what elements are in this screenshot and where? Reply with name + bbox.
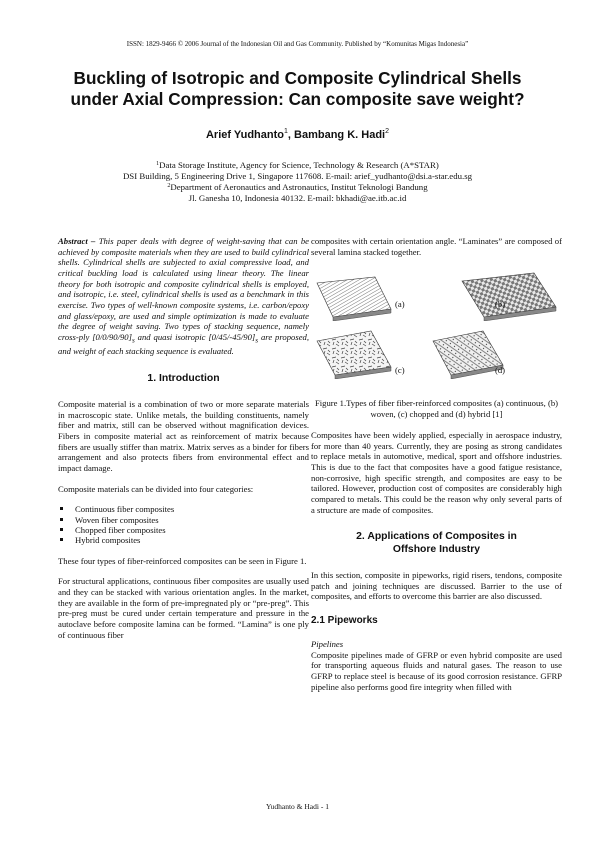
intro-paragraph-4-continued: composites with certain orientation angle. “Laminates” are composed of several lamina stacked together. (311, 236, 562, 257)
affiliation-1-name: Data Storage Institute, Agency for Science, Technology & Research (A*STAR) (159, 160, 439, 170)
abstract-label: Abstract – (58, 236, 96, 246)
composite-categories-list (58, 504, 309, 546)
author-1-affiliation-mark: 1 (284, 128, 288, 135)
author-list (0, 128, 595, 141)
affiliation-2-line-2: Jl. Ganesha 10, Indonesia 40132. E-mail: bkhadi@ae.itb.ac.id (188, 192, 407, 203)
bullet-icon (60, 538, 63, 541)
affiliation-2-mark: 2 (167, 183, 171, 190)
affiliation-2-name: Department of Aeronautics and Astronautics, Institut Teknologi Bandung (170, 182, 428, 193)
section-2-heading-line-2: Offshore Industry (392, 544, 481, 556)
section-1-heading: 1. Introduction (147, 372, 220, 384)
continuous-fiber-icon (313, 275, 395, 321)
intro-paragraph-4: For structural applications, continuous fiber composites are usually used and they can be stacked with various orientation angles. In the market, they are available in the form of pre-impregnated ply or “pre-preg”. This pre-preg must be cured under certain temperature and pressure in the autoclave before composite lamina can be formed. “Lamina” is one ply of continuous fiber (58, 576, 309, 640)
section-2-1-heading: 2.1 Pipeworks (311, 615, 378, 627)
left-column (58, 236, 309, 640)
figure-label-c: (c) (395, 365, 405, 376)
list-item-text: Woven fiber composites (75, 514, 159, 525)
intro-paragraph-2: Composite materials can be divided into four categories: (58, 483, 254, 494)
author-separator: , (287, 129, 295, 141)
page-footer: Yudhanto & Hadi - 1 (266, 802, 329, 811)
paper-title (30, 68, 565, 110)
list-item (58, 535, 309, 545)
author-2-affiliation-mark: 2 (385, 128, 390, 135)
affiliation-1-mark: 1 (156, 161, 160, 167)
abstract-text-2: and quasi isotropic [0/45/-45/90] (134, 331, 256, 342)
woven-fiber-icon (456, 271, 562, 321)
chopped-fiber-icon (313, 329, 395, 379)
section-2-heading (311, 530, 562, 556)
list-item-text: Continuous fiber composites (75, 504, 175, 515)
title-line-1: Buckling of Isotropic and Composite Cylindrical Shells (73, 68, 522, 88)
affiliation-2-line-1 (0, 181, 595, 193)
figure-1-caption: Figure 1.Types of fiber fiber-reinforced composites (a) continuous, (b) woven, (c) chopped and (d) hybrid [1] (314, 398, 559, 420)
abstract-subscript-1: s (131, 336, 135, 345)
list-item-text: Chopped fiber composites (75, 525, 166, 535)
journal-header: ISSN: 1829-9466 © 2006 Journal of the Indonesian Oil and Gas Community. Published by “Komunitas Migas Indonesia” (126, 40, 469, 48)
bullet-icon (60, 518, 63, 521)
author-1-name: Arief Yudhanto (205, 129, 284, 141)
intro-paragraph-3: These four types of fiber-reinforced composites can be seen in Figure 1. (58, 555, 307, 566)
title-line-2: under Axial Compression: Can composite save weight? (70, 89, 525, 109)
list-item (58, 504, 309, 514)
figure-1 (311, 271, 562, 384)
pipelines-subheading: Pipelines (311, 639, 344, 650)
affiliations (0, 159, 595, 203)
pipelines-paragraph: Composite pipelines made of GFRP or even hybrid composite are used for transporting aqueous fluids and natural gases. The reason to use GFRP to replace steel is because of its good corrosion resistance. GFRP pipeline also performs good fire integrity when filled with (311, 649, 562, 692)
affiliation-1-line-2: DSI Building, 5 Engineering Drive 1, Singapore 117608. E-mail: arief_yudhanto@dsi.a-star.edu.sg (122, 170, 473, 181)
abstract-text-3: are proposed, and weight of each stacking sequence is evaluated. (58, 331, 309, 357)
intro-paragraph-1: Composite material is a combination of two or more separate materials in macroscopic state. Unlike metals, the building constituents, namely fiber and matrix, still can be observed without magnification devices. Fibers in composite material act as reinforcement of matrix because fibers are usually stiffer than matrix. Matrix serves as a binder for fibers arrangement and also protects fibers from environmental effect and impact damage. (58, 398, 309, 473)
right-column (311, 236, 562, 692)
bullet-icon (60, 528, 63, 531)
bullet-icon (60, 507, 63, 510)
affiliation-1-line-1 (0, 159, 595, 171)
abstract-text-1: This paper deals with degree of weight-saving that can be achieved by composite materials when they are used to build cylindrical shells. Cylindrical shells are subjected to axial compressive load, and critical buckling load is calculated using linear theory. The linear theory for both isotropic and composite cylindrical shells is employed, and isotropic, i.e. steel, cylindrical shells is used as a benchmark in this exercise. Two types of well-known composite systems, i.e. carbon/epoxy and glass/epoxy, are used and simple optimization is made to evaluate the degree of weight saving. Two types of stacking sequence, namely cross-ply [0/0/90/90] (58, 236, 309, 342)
list-item (58, 525, 309, 535)
figure-label-a: (a) (395, 299, 405, 310)
list-item (58, 515, 309, 525)
abstract-subscript-2: s (255, 336, 259, 345)
section-2-heading-line-1: 2. Applications of Composites in (356, 531, 517, 543)
abstract (58, 236, 309, 357)
figure-label-b: (b) (495, 299, 506, 310)
applications-paragraph: Composites have been widely applied, especially in aerospace industry, for more than 40 years. Currently, they are posing as strong candidates to replace metals in automotive, medical, sport and offshore industries. This is due to the fact that composites have a good fatigue resistance, non-corrosive, high specific strength, and composites are easy to be tailored. However, production cost of composites are considerably high compared to metals. This could be the reason why only several parts of a structure are made of composites. (311, 429, 562, 515)
section-2-paragraph: In this section, composite in pipeworks, rigid risers, tendons, composite patch and joining techniques are discussed. Barrier to the use of composites, and efforts to overcome this barrier are also discussed. (311, 570, 562, 602)
figure-label-d: (d) (495, 365, 506, 376)
list-item-text: Hybrid composites (75, 535, 141, 546)
author-2-name: Bambang K. Hadi (294, 129, 386, 141)
